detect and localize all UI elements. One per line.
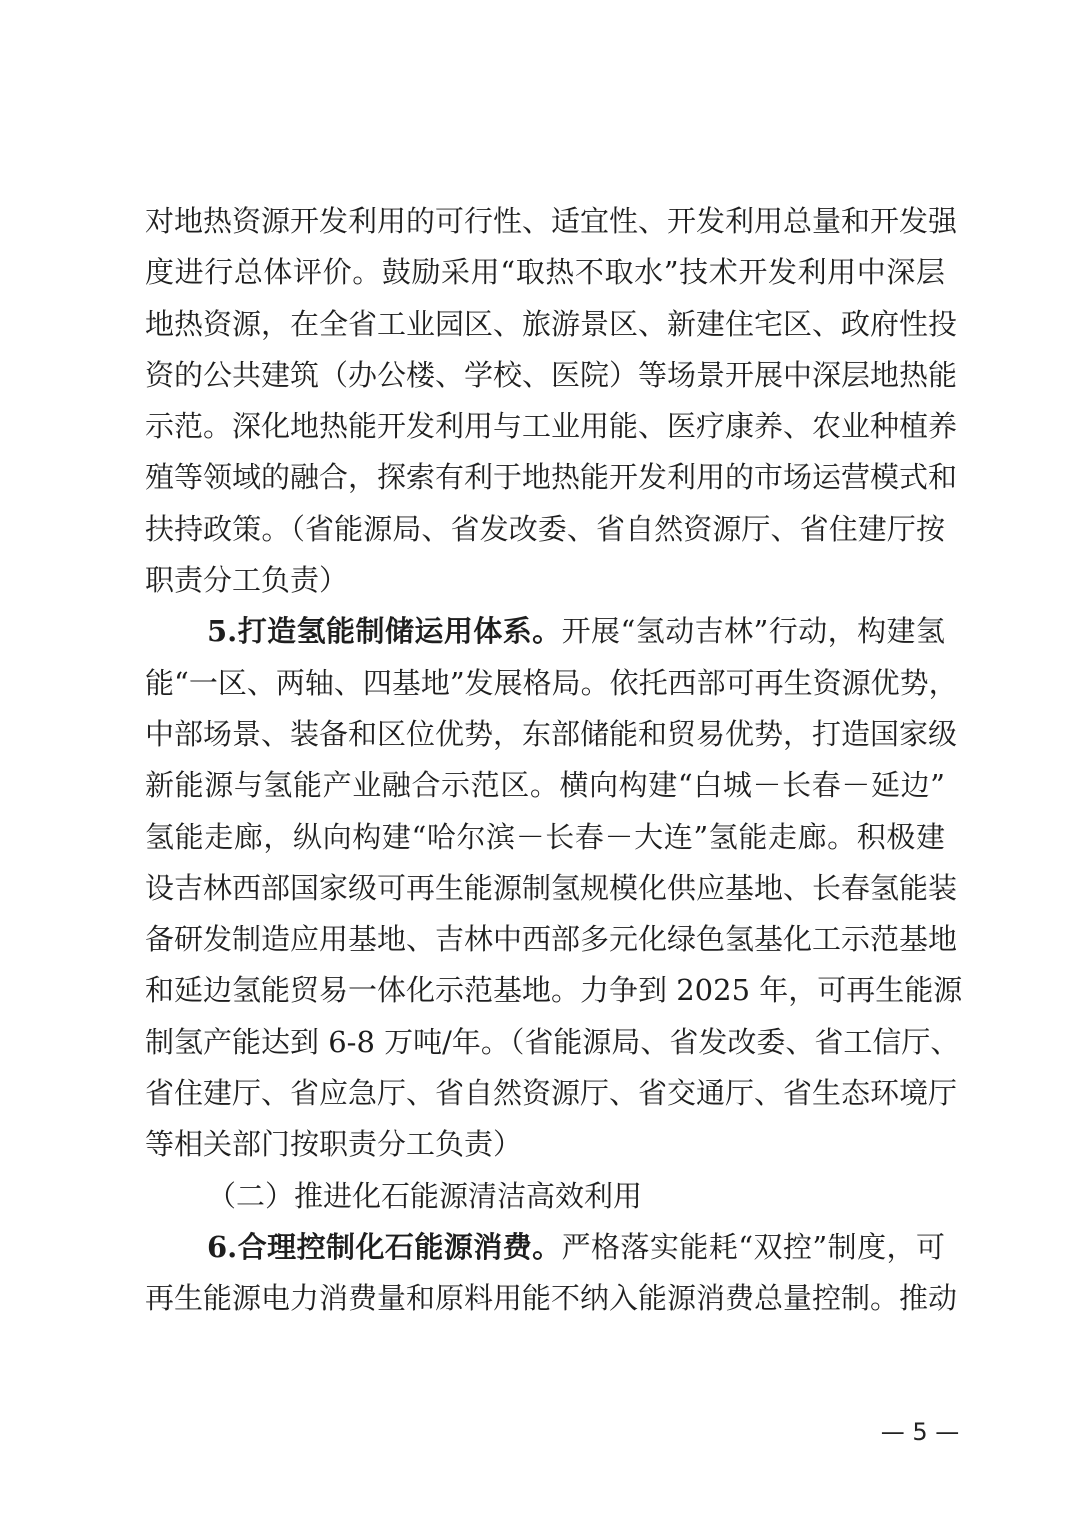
text-line: 能“一区、两轴、四基地”发展格局。依托西部可再生资源优势，	[145, 665, 958, 700]
text-line: 中部场景、装备和区位优势，东部储能和贸易优势，打造国家级	[145, 716, 958, 751]
text-line: 设吉林西部国家级可再生能源制氢规模化供应基地、长春氢能装	[145, 870, 958, 905]
text-line: 殖等领域的融合，探索有利于地热能开发利用的市场运营模式和	[145, 460, 958, 495]
text-line: 度进行总体评价。鼓励采用“取热不取水”技术开发利用中深层	[145, 255, 945, 290]
text-line	[145, 606, 945, 657]
section-heading: （二）推进化石能源清洁高效利用	[207, 1178, 643, 1213]
paragraph-geothermal	[145, 196, 958, 606]
page-number: — 5 —	[880, 1418, 960, 1446]
text-line: 对地热资源开发利用的可行性、适宜性、开发利用总量和开发强	[145, 204, 958, 238]
paragraph-item-6-fossil	[145, 1222, 958, 1325]
text-line: 扶持政策。（省能源局、省发改委、省自然资源厅、省住建厅按	[145, 511, 945, 546]
text-line: 制氢产能达到 6-8 万吨/年。（省能源局、省发改委、省工信厅、	[145, 1024, 960, 1059]
text-line: 省住建厅、省应急厅、省自然资源厅、省交通厅、省生态环境厅	[145, 1076, 958, 1111]
text-line: 备研发制造应用基地、吉林中西部多元化绿色氢基化工示范基地	[145, 922, 958, 957]
text-line: 氢能走廊，纵向构建“哈尔滨－长春－大连”氢能走廊。积极建	[145, 819, 945, 854]
section-heading-2	[145, 1171, 945, 1222]
text-line: 职责分工负责）	[145, 563, 349, 598]
text-line	[145, 1222, 945, 1273]
item-heading: 6.合理控制化石能源消费。	[207, 1229, 562, 1264]
text-line: 等相关部门按职责分工负责）	[145, 1127, 523, 1162]
paragraph-item-5-hydrogen	[145, 606, 963, 1170]
text-line: 地热资源，在全省工业园区、旅游景区、新建住宅区、政府性投	[145, 306, 958, 341]
text-line: 和延边氢能贸易一体化示范基地。力争到 2025 年，可再生能源	[145, 973, 963, 1008]
item-text: 开展“氢动吉林”行动，构建氢	[561, 614, 945, 649]
document-body	[145, 196, 963, 1325]
item-heading: 5.打造氢能制储运用体系。	[207, 614, 562, 649]
text-line: 示范。深化地热能开发利用与工业用能、医疗康养、农业种植养	[145, 409, 958, 444]
text-line: 再生能源电力消费量和原料用能不纳入能源消费总量控制。推动	[145, 1281, 958, 1316]
text-line: 资的公共建筑（办公楼、学校、医院）等场景开展中深层地热能	[145, 357, 958, 392]
text-line: 新能源与氢能产业融合示范区。横向构建“白城－长春－延边”	[145, 768, 945, 803]
item-text: 严格落实能耗“双控”制度，可	[561, 1229, 945, 1264]
